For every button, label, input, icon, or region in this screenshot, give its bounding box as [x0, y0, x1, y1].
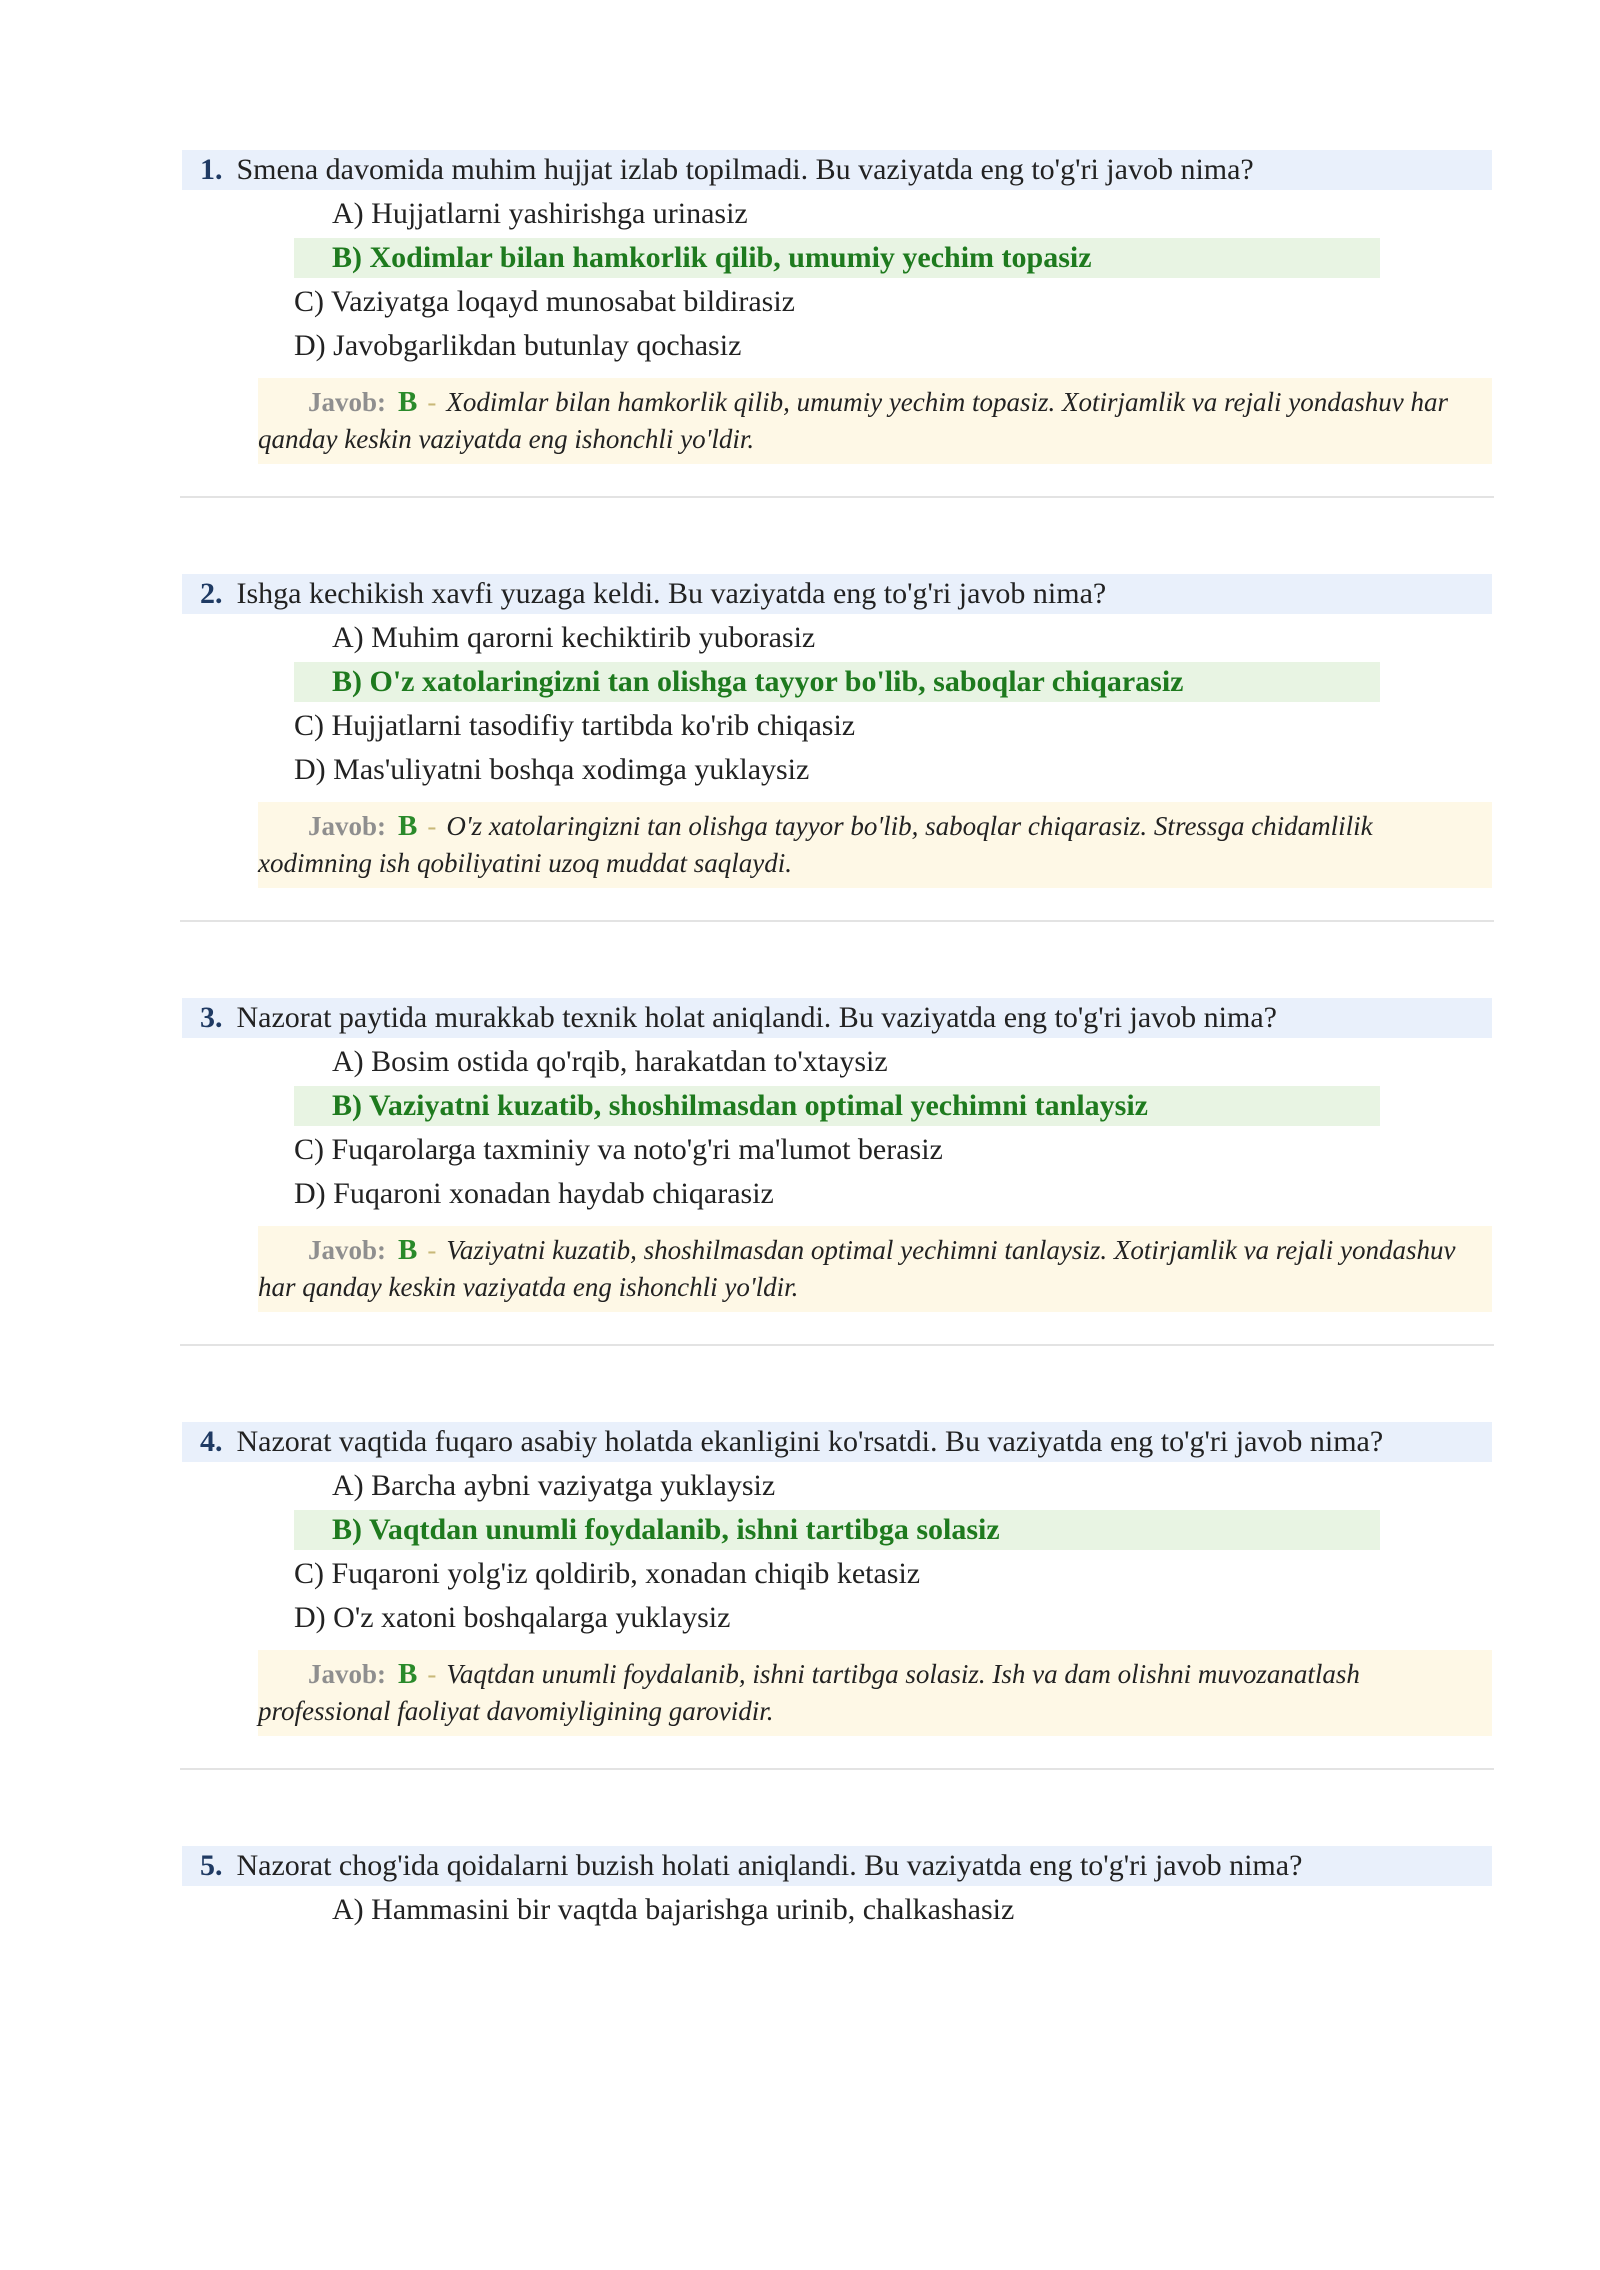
question-row	[182, 150, 1492, 190]
question-text: Nazorat paytida murakkab texnik holat aniqlandi. Bu vaziyatda eng to'g'ri javob nima?	[236, 1001, 1277, 1034]
question-text: Ishga kechikish xavfi yuzaga keldi. Bu vaziyatda eng to'g'ri javob nima?	[236, 577, 1107, 610]
option-b-correct: B) O'z xatolaringizni tan olishga tayyor bo'lib, saboqlar chiqarasiz	[294, 662, 1380, 702]
question-row	[182, 1422, 1492, 1462]
question-block-5	[182, 1846, 1492, 2270]
answer-letter: B	[398, 386, 418, 418]
answer-box	[258, 1650, 1492, 1736]
answer-explanation: Vaziyatni kuzatib, shoshilmasdan optimal yechimni tanlaysiz. Xotirjamlik va rejali yondashuv har qanday keskin vaziyatda eng ishonchli yo'ldir.	[258, 1235, 1456, 1302]
question-text: Nazorat chog'ida qoidalarni buzish holati aniqlandi. Bu vaziyatda eng to'g'ri javob nima?	[236, 1849, 1303, 1882]
option-a: A) Muhim qarorni kechiktirib yuborasiz	[332, 621, 816, 654]
answer-letter: B	[398, 810, 418, 842]
option-c: C) Fuqarolarga taxminiy va noto'g'ri ma'lumot berasiz	[294, 1133, 943, 1166]
option-c: C) Fuqaroni yolg'iz qoldirib, xonadan chiqib ketasiz	[294, 1557, 921, 1590]
option-a: A) Barcha aybni vaziyatga yuklaysiz	[332, 1469, 776, 1502]
question-block-1	[182, 150, 1492, 574]
answer-dash: -	[427, 1659, 437, 1689]
question-number: 3.	[200, 1001, 223, 1034]
section-divider	[180, 1344, 1494, 1346]
section-divider	[180, 920, 1494, 922]
option-a: A) Hujjatlarni yashirishga urinasiz	[332, 197, 748, 230]
question-row	[182, 1846, 1492, 1886]
question-number: 2.	[200, 577, 223, 610]
question-row	[182, 574, 1492, 614]
question-number: 4.	[200, 1425, 223, 1458]
section-divider	[180, 496, 1494, 498]
question-number: 1.	[200, 153, 223, 186]
option-b-correct: B) Xodimlar bilan hamkorlik qilib, umumiy yechim topasiz	[294, 238, 1380, 278]
quiz-page	[182, 150, 1492, 2270]
option-b-correct: B) Vaqtdan unumli foydalanib, ishni tartibga solasiz	[294, 1510, 1380, 1550]
answer-dash: -	[427, 1235, 437, 1265]
answer-box	[258, 378, 1492, 464]
question-block-3	[182, 998, 1492, 1422]
answer-label: Javob:	[308, 1659, 387, 1689]
answer-letter: B	[398, 1234, 418, 1266]
answer-explanation: Xodimlar bilan hamkorlik qilib, umumiy yechim topasiz. Xotirjamlik va rejali yondashuv har qanday keskin vaziyatda eng ishonchli yo'ldir.	[258, 387, 1448, 454]
question-row	[182, 998, 1492, 1038]
option-d: D) Javobgarlikdan butunlay qochasiz	[294, 329, 742, 362]
option-b-correct: B) Vaziyatni kuzatib, shoshilmasdan optimal yechimni tanlaysiz	[294, 1086, 1380, 1126]
answer-box	[258, 1226, 1492, 1312]
section-divider	[180, 1768, 1494, 1770]
answer-dash: -	[427, 811, 437, 841]
option-a: A) Bosim ostida qo'rqib, harakatdan to'xtaysiz	[332, 1045, 888, 1078]
question-block-2	[182, 574, 1492, 998]
question-block-4	[182, 1422, 1492, 1846]
option-c: C) Vaziyatga loqayd munosabat bildirasiz	[294, 285, 795, 318]
option-d: D) O'z xatoni boshqalarga yuklaysiz	[294, 1601, 731, 1634]
answer-label: Javob:	[308, 811, 387, 841]
question-number: 5.	[200, 1849, 223, 1882]
answer-explanation: O'z xatolaringizni tan olishga tayyor bo'lib, saboqlar chiqarasiz. Stressga chidamlilik xodimning ish qobiliyatini uzoq muddat saqlaydi.	[258, 811, 1373, 878]
question-text: Nazorat vaqtida fuqaro asabiy holatda ekanligini ko'rsatdi. Bu vaziyatda eng to'g'ri javob nima?	[236, 1425, 1384, 1458]
answer-label: Javob:	[308, 1235, 387, 1265]
answer-letter: B	[398, 1658, 418, 1690]
option-d: D) Fuqaroni xonadan haydab chiqarasiz	[294, 1177, 774, 1210]
answer-explanation: Vaqtdan unumli foydalanib, ishni tartibga solasiz. Ish va dam olishni muvozanatlash professional faoliyat davomiyligining garovidir.	[258, 1659, 1360, 1726]
answer-label: Javob:	[308, 387, 387, 417]
option-a: A) Hammasini bir vaqtda bajarishga urinib, chalkashasiz	[332, 1893, 1015, 1926]
question-text: Smena davomida muhim hujjat izlab topilmadi. Bu vaziyatda eng to'g'ri javob nima?	[236, 153, 1254, 186]
answer-box	[258, 802, 1492, 888]
answer-dash: -	[427, 387, 437, 417]
option-c: C) Hujjatlarni tasodifiy tartibda ko'rib chiqasiz	[294, 709, 856, 742]
option-d: D) Mas'uliyatni boshqa xodimga yuklaysiz	[294, 753, 810, 786]
